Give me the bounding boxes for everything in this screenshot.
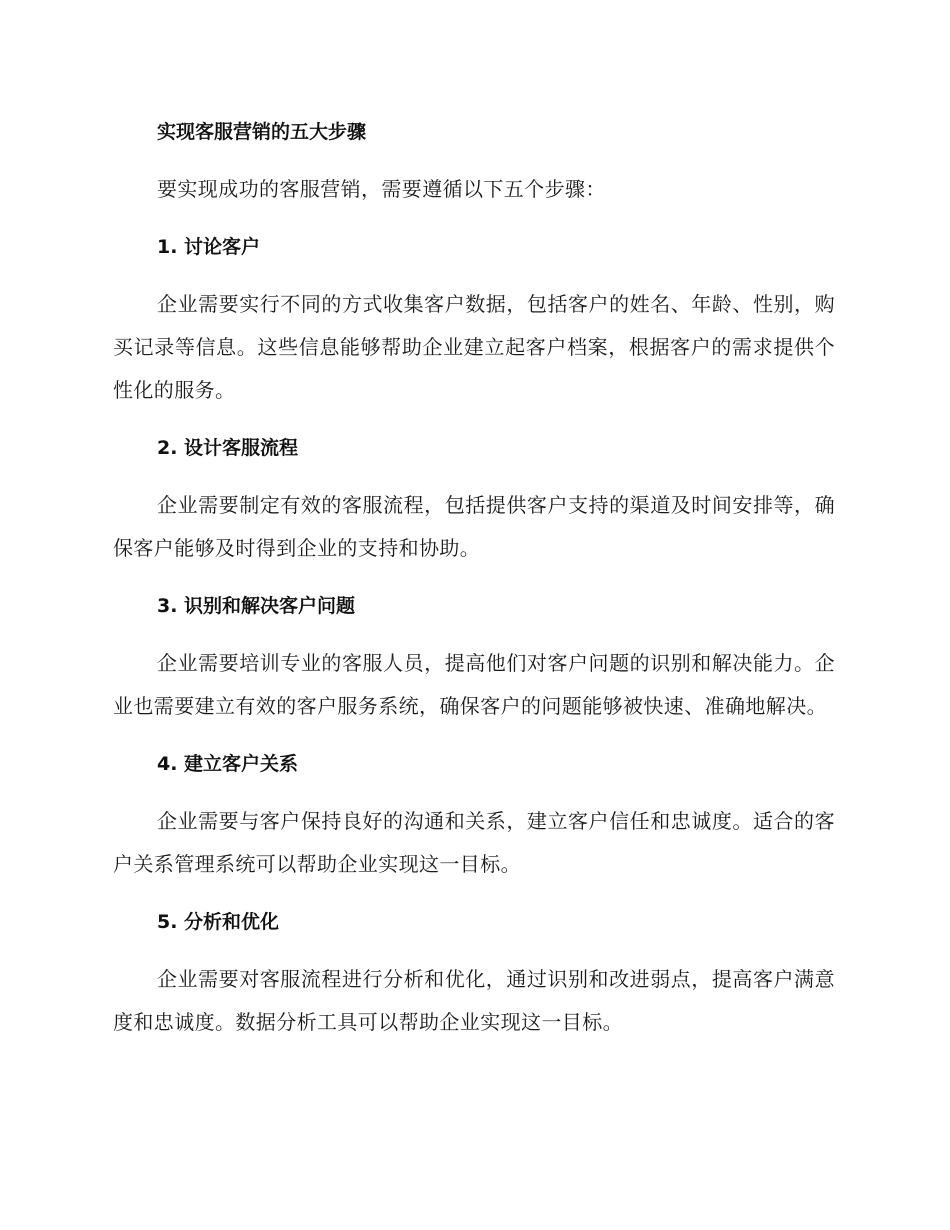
section-5	[113, 900, 835, 1044]
section-3	[113, 584, 835, 728]
section-heading: 5. 分析和优化	[157, 911, 280, 933]
section-paragraph: 企业需要与客户保持良好的沟通和关系，建立客户信任和忠诚度。适合的客户关系管理系统可以帮助企业实现这一目标。	[113, 809, 835, 876]
section-heading: 4. 建立客户关系	[157, 753, 299, 775]
document-body	[113, 110, 835, 1058]
section-heading: 2. 设计客服流程	[157, 437, 299, 459]
section-heading: 1. 讨论客户	[157, 236, 261, 258]
section-heading: 3. 识别和解决客户问题	[157, 595, 356, 617]
section-paragraph: 企业需要对客服流程进行分析和优化，通过识别和改进弱点，提高客户满意度和忠诚度。数据分析工具可以帮助企业实现这一目标。	[113, 967, 835, 1034]
document-title: 实现客服营销的五大步骤	[157, 121, 367, 143]
intro-paragraph: 要实现成功的客服营销，需要遵循以下五个步骤：	[157, 177, 606, 201]
section-4	[113, 742, 835, 886]
section-paragraph: 企业需要制定有效的客服流程，包括提供客户支持的渠道及时间安排等，确保客户能够及时得到企业的支持和协助。	[113, 493, 835, 560]
section-2	[113, 426, 835, 570]
section-paragraph: 企业需要培训专业的客服人员，提高他们对客户问题的识别和解决能力。企业也需要建立有效的客户服务系统，确保客户的问题能够被快速、准确地解决。	[113, 651, 835, 718]
section-1	[113, 225, 835, 412]
section-paragraph: 企业需要实行不同的方式收集客户数据，包括客户的姓名、年龄、性别，购买记录等信息。这些信息能够帮助企业建立起客户档案，根据客户的需求提供个性化的服务。	[113, 292, 835, 402]
